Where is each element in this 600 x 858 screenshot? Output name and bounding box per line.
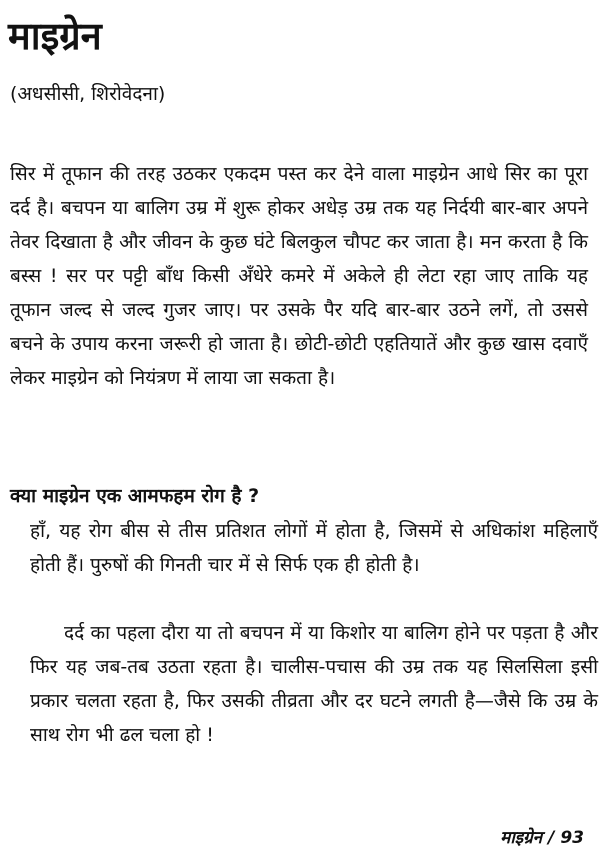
chapter-subtitle: (अधसीसी, शिरोवेदना) xyxy=(10,83,166,105)
intro-paragraph: सिर में तूफान की तरह उठकर एकदम पस्त कर देने वाला माइग्रेन आधे सिर का पूरा दर्द है। बचपन या बालिग उम्र में शुरू होकर अधेड़ उम्र तक यह निर्दयी बार-बार अपने तेवर दिखाता है और जीवन के कुछ घंटे बिलकुल चौपट कर जाता है। मन करता है कि बस्स ! सर पर पट्टी बाँध किसी अँधेरे कमरे में अकेले ही लेटा रहा जाए ताकि यह तूफान जल्द से जल्द गुजर जाए। पर उसके पैर यदि बार-बार उठने लगें, तो उससे बचने के उपाय करना जरूरी हो जाता है। छोटी-छोटी एहतियातें और कुछ खास दवाएँ लेकर माइग्रेन को नियंत्रण में लाया जा सकता है। xyxy=(10,163,588,389)
running-title: माइग्रेन xyxy=(500,828,543,848)
answer-paragraph-2: दर्द का पहला दौरा या तो बचपन में या किशोर या बालिग होने पर पड़ता है और फिर यह जब-तब उठता रहता है। चालीस-पचास की उम्र तक यह सिलसिला इसी प्रकार चलता रहता है, फिर उसकी तीव्रता और दर घटने लगती है—जैसे कि उम्र के साथ रोग भी ढल चला हो ! xyxy=(30,622,598,746)
chapter-title: माइग्रेन xyxy=(8,14,102,58)
answer-paragraph-1: हाँ, यह रोग बीस से तीस प्रतिशत लोगों में होता है, जिसमें से अधिकांश महिलाएँ होती हैं। पुरुषों की गिनती चार में से सिर्फ एक ही होती है। xyxy=(30,520,598,576)
footer-separator: / xyxy=(548,828,555,848)
page-number: 93 xyxy=(560,828,584,848)
section-heading: क्या माइग्रेन एक आमफहम रोग है ? xyxy=(10,485,260,507)
page-footer xyxy=(500,826,584,850)
